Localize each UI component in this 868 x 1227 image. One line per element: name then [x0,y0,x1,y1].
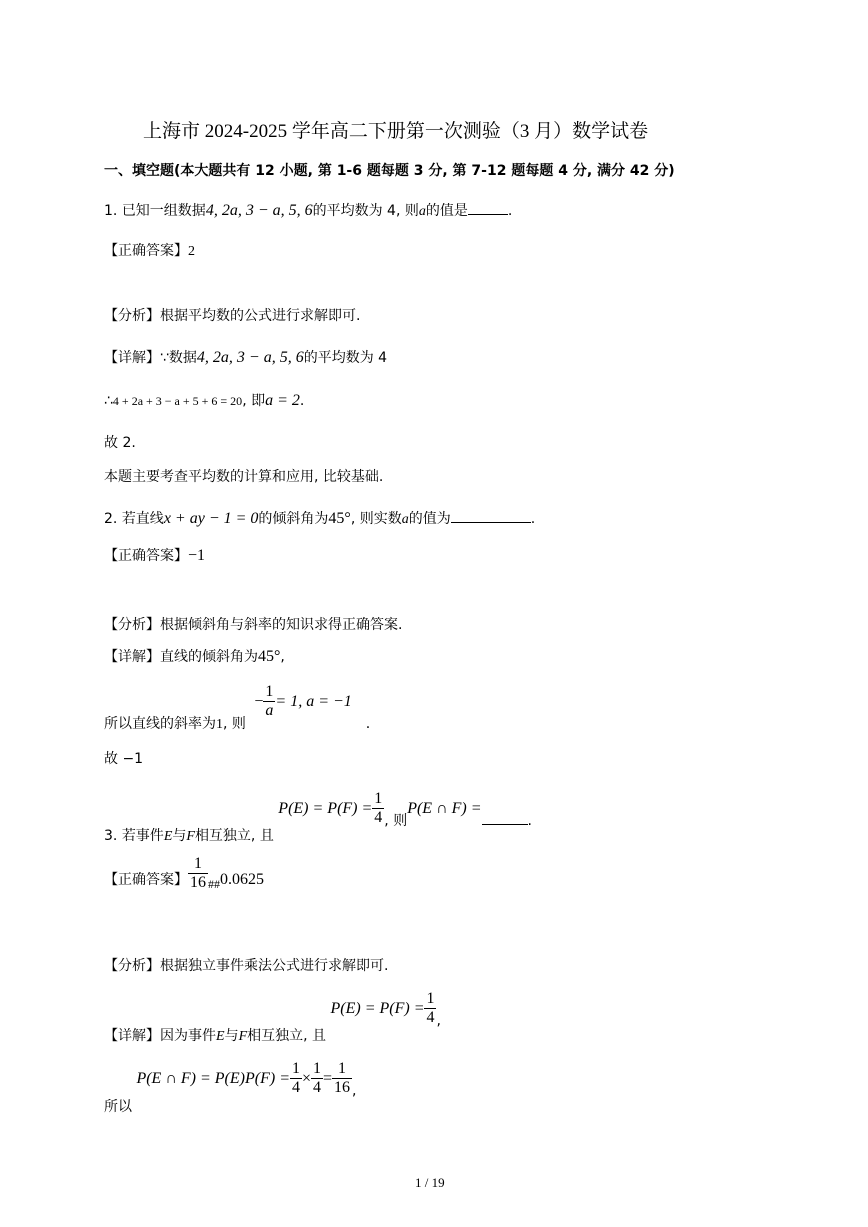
page-title: 上海市 2024-2025 学年高二下册第一次测验（3 月）数学试卷 [143,121,649,142]
question-2 [104,508,535,528]
q3-detail-frac-den: 4 [426,1009,435,1027]
analysis-label: 【分析】 [104,308,160,324]
q1-answer [104,240,195,260]
q3-text-post: , 则 [384,812,408,829]
q3-so-pre: 所以 [104,1098,132,1115]
q3-answer-decimal: 0.0625 [220,870,264,888]
q2-blank [451,510,531,523]
q3-event-e: E [163,828,173,844]
q1-answer-value: 2 [188,244,195,259]
detail-label: 【详解】 [104,649,160,665]
q1-line2-end: . [299,393,305,409]
q3-so-frac1-num: 1 [290,1060,302,1079]
q2-text-post: , 则实数 [350,511,402,527]
q3-so-frac2-num: 1 [311,1060,323,1079]
q3-so-line [104,1060,357,1115]
q3-times: × [301,1069,312,1087]
q3-number: 3. [104,827,118,844]
q3-so-frac2 [311,1060,323,1098]
q2-fraction [263,683,275,721]
detail-label: 【详解】 [104,350,160,366]
q2-slope-pre: 所以直线的斜率为 [104,715,216,732]
q3-end: . [527,812,532,829]
q2-frac-num: 1 [263,683,275,702]
q3-frac-num: 1 [372,790,384,809]
question-1 [104,200,512,220]
q3-detail-mid: 相互独立, 且 [247,1027,327,1044]
q2-frac-minus: − [254,692,264,710]
q1-result: a = 2 [265,392,300,409]
answer-label: 【正确答案】 [104,548,188,564]
q3-detail-fraction [424,990,436,1028]
q3-equals: = [323,1069,333,1087]
answer-label: 【正确答案】 [104,871,188,888]
q2-analysis-text: 根据倾斜角与斜率的知识求得正确答案. [160,617,403,633]
q1-note: 本题主要考查平均数的计算和应用, 比较基础. [104,469,384,485]
q1-text-post: 的值是 [425,203,468,219]
q3-blank [482,812,528,825]
q3-answer-fraction [188,855,208,893]
q3-detail-e: E [216,1028,225,1044]
q3-and: 与 [172,827,187,844]
q1-text-mid: 的平均数为 4, 则 [312,203,419,219]
q2-angle: 45° [328,510,351,527]
q2-answer [104,545,205,565]
q3-answer-num: 1 [188,855,208,874]
q2-frac-rest: = 1, a = −1 [275,692,352,710]
q3-target: P(E ∩ F) = [407,799,482,817]
q1-analysis [104,305,360,325]
q3-fraction [372,790,384,828]
q3-so-frac3-den: 16 [334,1079,351,1097]
q3-analysis [104,955,388,975]
q3-so-frac2-den: 4 [313,1079,322,1097]
q3-detail-and: 与 [224,1027,239,1044]
q3-so-eq: P(E ∩ F) = P(E)P(F) = [136,1069,290,1087]
q2-analysis [104,614,402,634]
q2-equation: x + ay − 1 = 0 [163,510,259,527]
q2-detail-end: , [280,649,285,665]
q2-answer-value: −1 [188,547,206,564]
q2-text-pre: 若直线 [121,511,164,527]
q1-detail [104,347,387,367]
q1-analysis-text: 根据平均数的公式进行求解即可. [160,308,361,324]
detail-label: 【详解】 [104,1027,160,1044]
q1-detail-pre: ∵数据 [160,350,197,366]
q3-event-f: F [186,828,195,844]
q2-slope-mid: , 则 [223,715,246,732]
q1-data: 4, 2a, 3 − a, 5, 6 [205,202,313,219]
q3-detail [104,990,441,1044]
section-heading: 一、填空题(本大题共有 12 小题, 第 1-6 题每题 3 分, 第 7-12 题每题 4 分, 满分 42 分) [104,163,675,179]
q3-so-frac3-num: 1 [332,1060,352,1079]
q1-detail-line2 [104,390,304,410]
q2-text-post2: 的值为 [408,511,451,527]
q3-answer-den: 16 [190,874,206,892]
q1-text-pre: 已知一组数据 [121,203,206,219]
q1-var: a [418,204,426,219]
q1-end: . [507,203,513,219]
q2-frac-den: a [265,702,274,720]
q3-prob-eq: P(E) = P(F) = [278,799,373,817]
q2-text-mid: 的倾斜角为 [258,511,329,527]
q3-detail-prob-eq: P(E) = P(F) = [330,999,425,1017]
q2-end: . [530,511,536,527]
question-3 [104,790,532,844]
q3-so-frac3 [332,1060,352,1098]
q1-equation: 4 + 2a + 3 − a + 5 + 6 = 20 [112,394,243,408]
page-number: 1 / 19 [415,1175,445,1190]
q2-detail-text: 直线的倾斜角为 [160,649,258,665]
q1-detail-post: 的平均数为 4 [303,350,388,366]
q1-blank [468,202,508,215]
q3-detail-pre: 因为事件 [160,1027,216,1044]
q3-detail-f: F [238,1028,248,1044]
q1-conclusion: 故 2. [104,435,136,451]
q2-detail-angle: 45° [258,648,281,665]
q2-detail [104,646,285,666]
analysis-label: 【分析】 [104,958,160,974]
q3-so-end: , [352,1082,357,1099]
q3-answer-separator: ## [208,876,220,891]
q2-number: 2. [104,511,118,527]
q2-slope-line [104,683,371,732]
q1-line2-mid: , 即 [242,393,266,409]
q3-so-frac1 [290,1060,302,1098]
q3-so-frac1-den: 4 [291,1079,300,1097]
q3-detail-frac-num: 1 [424,990,436,1009]
q1-number: 1. [104,203,118,219]
therefore-symbol: ∴ [104,393,113,409]
q3-detail-end: , [436,1012,441,1029]
q2-var: a [401,512,409,527]
answer-label: 【正确答案】 [104,243,188,259]
analysis-label: 【分析】 [104,617,160,633]
q3-answer [104,855,264,893]
q3-frac-den: 4 [374,809,383,827]
q3-analysis-text: 根据独立事件乘法公式进行求解即可. [160,958,389,974]
q3-text-pre: 若事件 [121,827,164,844]
q1-detail-data: 4, 2a, 3 − a, 5, 6 [196,349,304,366]
q2-slope-value: 1 [216,716,223,732]
q2-conclusion: 故 −1 [104,751,144,767]
q3-text-mid: 相互独立, 且 [194,827,274,844]
q2-slope-end: . [365,715,371,732]
